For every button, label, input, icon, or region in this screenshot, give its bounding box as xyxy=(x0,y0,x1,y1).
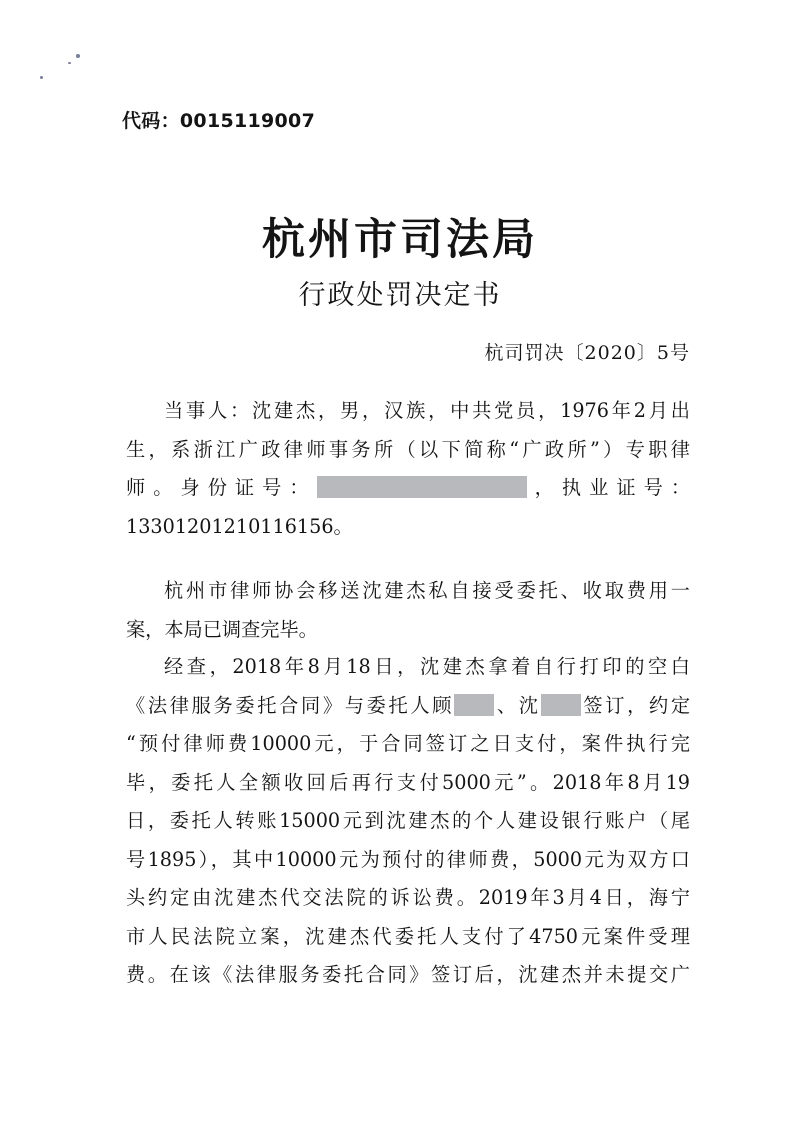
paragraph-line: 生，系浙江广政律师事务所（以下简称“广政所”）专职律 xyxy=(126,437,690,461)
id-number-label: 师。身份证号： xyxy=(126,476,317,499)
contract-text: 签订，约定 xyxy=(580,693,691,717)
agency-title: 杭州市司法局 xyxy=(262,215,538,265)
document-code: 代码：0015119007 xyxy=(122,110,316,132)
party-info-paragraph xyxy=(126,392,690,546)
paragraph-line: 当事人：沈建杰，男，汉族，中共党员，1976年2月出 xyxy=(164,399,690,422)
scan-speck xyxy=(40,76,43,79)
paragraph-line xyxy=(126,469,690,508)
scan-speck xyxy=(76,54,80,58)
paragraph-line: “预付律师费10000元，于合同签订之日支付，案件执行完 xyxy=(126,732,690,755)
findings-paragraph xyxy=(126,648,690,995)
client-name-redaction xyxy=(541,694,581,716)
paragraph-line: 日，委托人转账15000元到沈建杰的个人建设银行账户（尾 xyxy=(126,809,690,832)
paragraph-line: 头约定由沈建杰代交法院的诉讼费。2019年3月4日，海宁 xyxy=(126,886,690,909)
document-number: 杭司罚决〔2020〕5号 xyxy=(484,342,690,364)
client-name-redaction xyxy=(454,694,494,716)
document-type-title: 行政处罚决定书 xyxy=(298,280,502,311)
license-number: 13301201210116156。 xyxy=(126,514,353,538)
contract-text: 、沈 xyxy=(494,693,541,717)
paragraph-line: 毕，委托人全额收回后再行支付5000元”。2018年8月19 xyxy=(126,770,690,794)
scan-speck xyxy=(68,62,71,64)
case-referral-paragraph xyxy=(126,572,690,649)
paragraph-line: 费。在该《法律服务委托合同》签订后，沈建杰并未提交广 xyxy=(126,963,690,986)
paragraph-line: 案，本局已调查完毕。 xyxy=(126,617,318,641)
paragraph-line: 经查，2018年8月18日，沈建杰拿着自行打印的空白 xyxy=(164,655,690,678)
contract-text: 《法律服务委托合同》与委托人顾 xyxy=(126,693,455,717)
license-number-label: ，执业证号： xyxy=(526,476,691,499)
paragraph-line xyxy=(126,687,690,726)
paragraph-line: 市人民法院立案，沈建杰代委托人支付了4750元案件受理 xyxy=(126,924,690,948)
paragraph-line: 号1895），其中10000元为预付的律师费，5000元为双方口 xyxy=(126,847,690,871)
paragraph-line: 杭州市律师协会移送沈建杰私自接受委托、收取费用一 xyxy=(164,579,690,602)
id-number-redaction xyxy=(317,476,527,498)
